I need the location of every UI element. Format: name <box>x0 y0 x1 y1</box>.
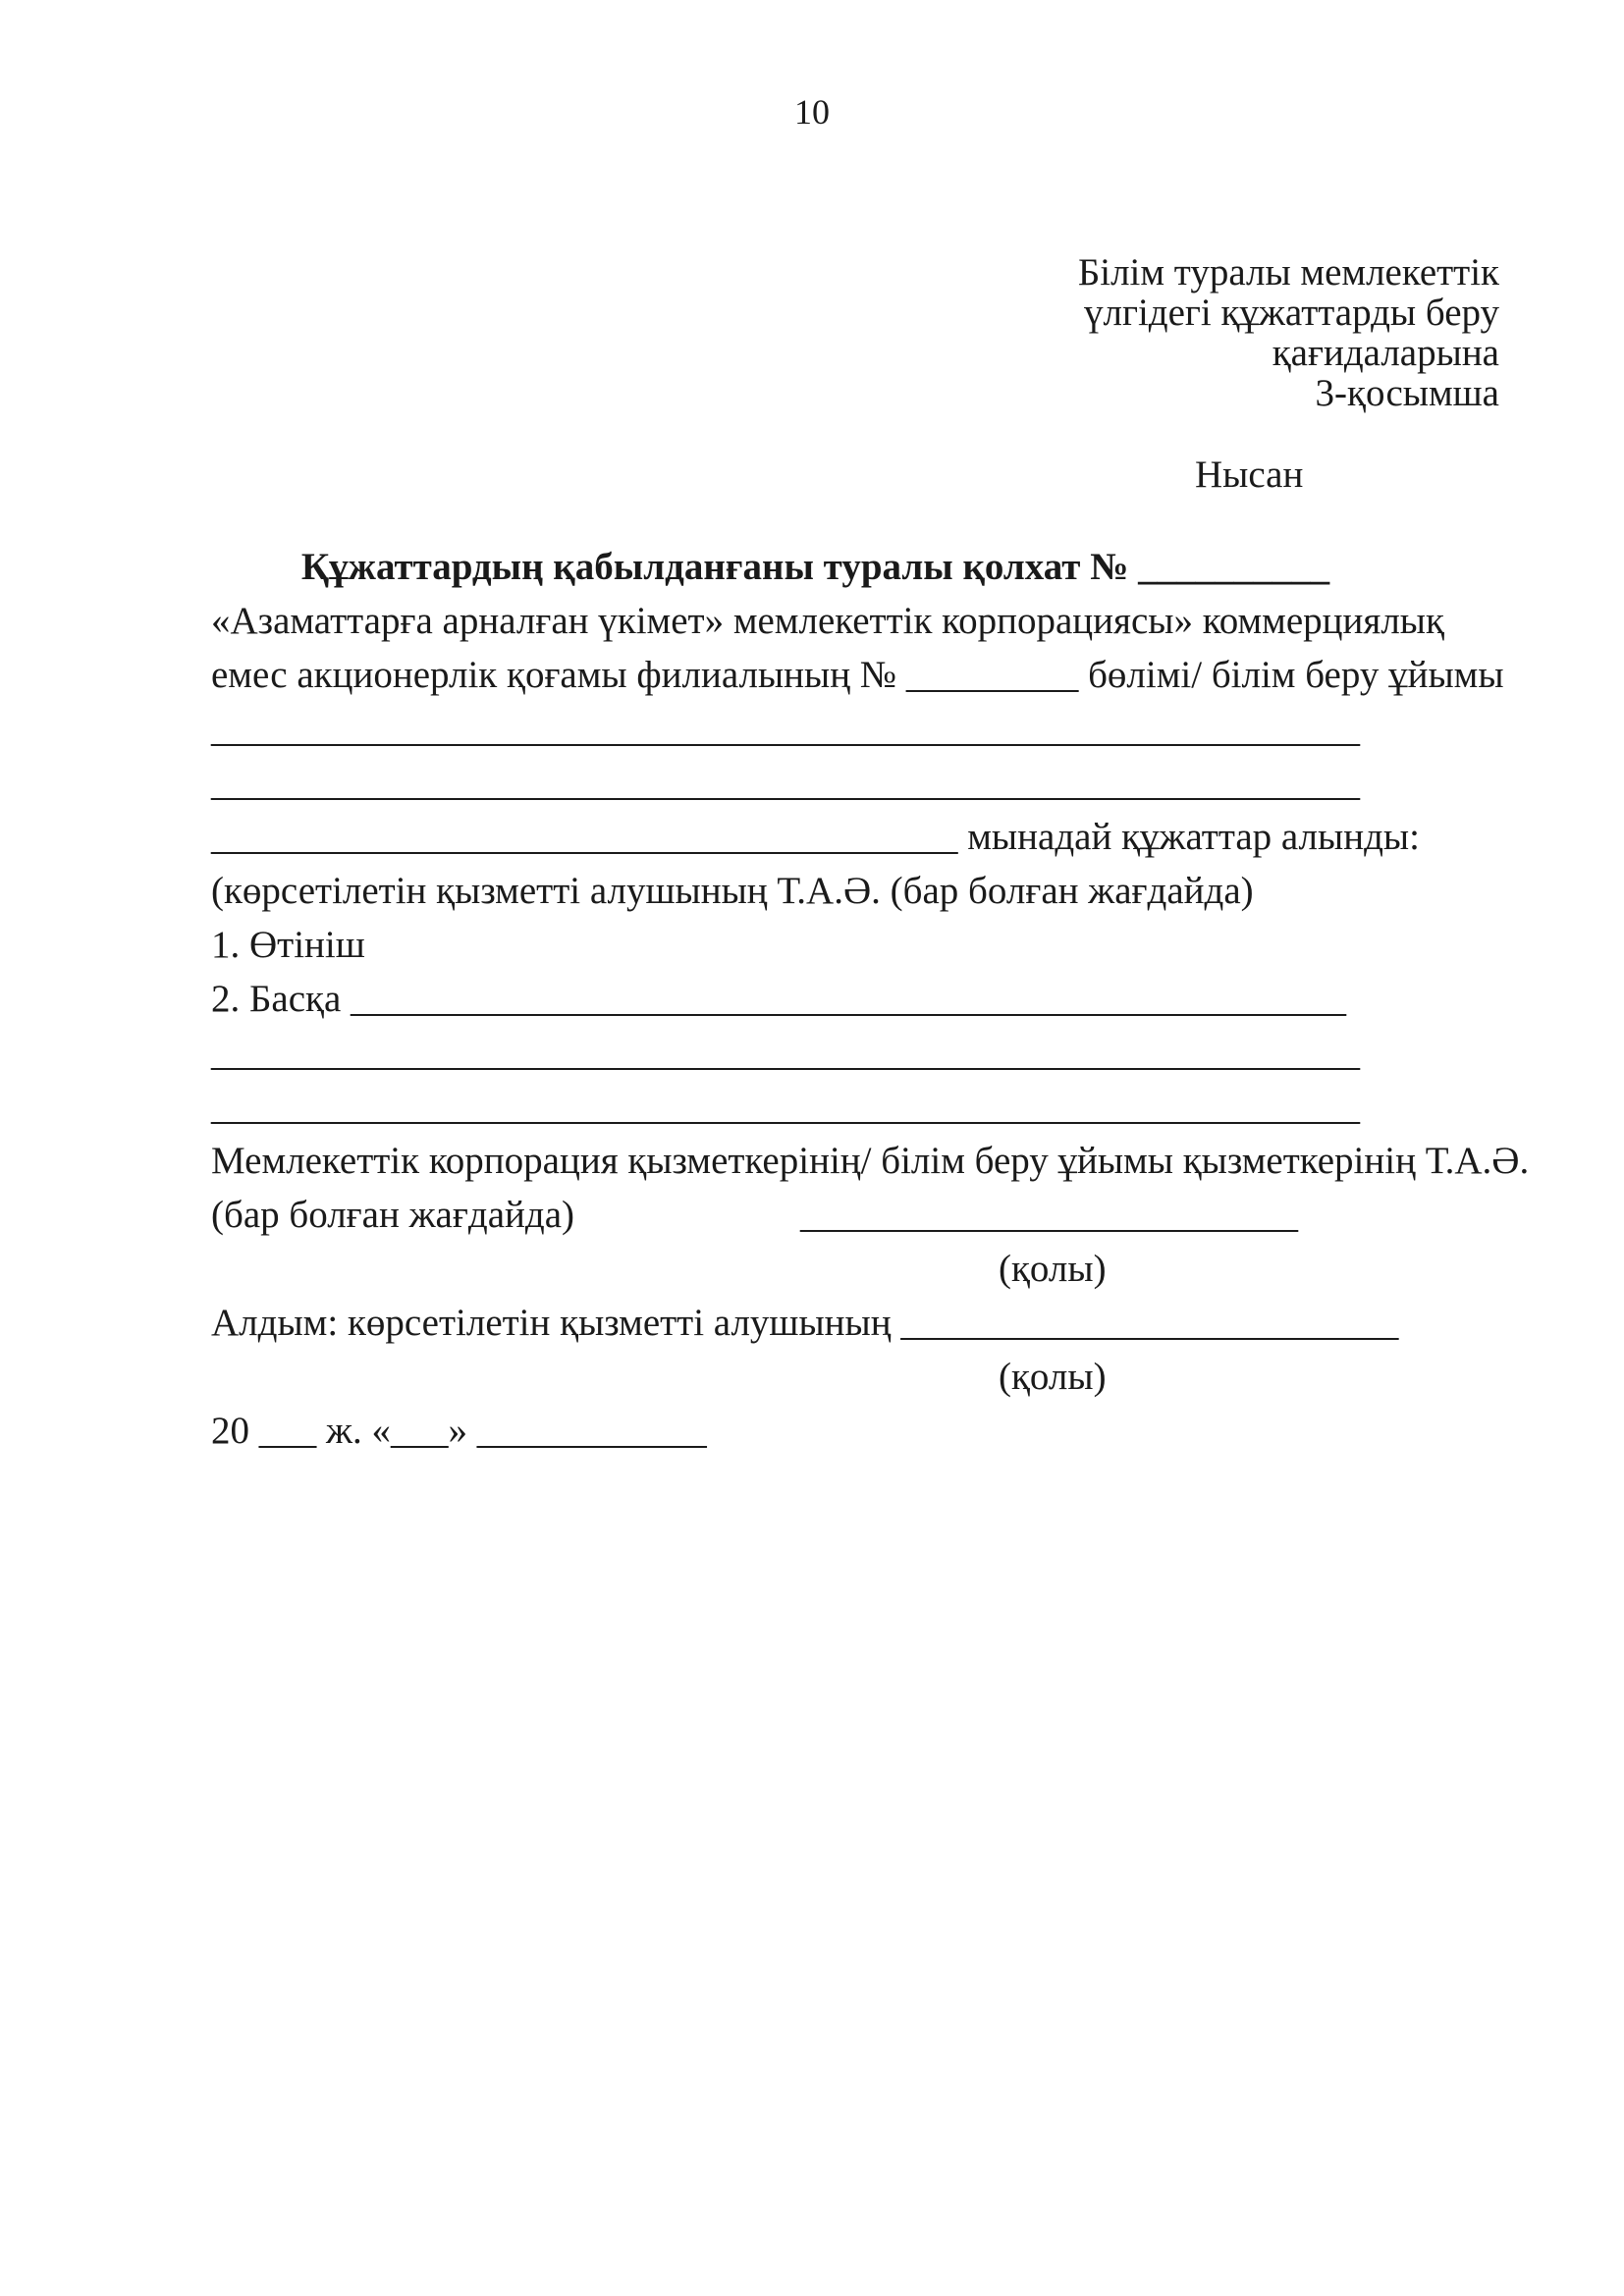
receipt-title: Құжаттардың қабылданғаны туралы қолхат № __________ <box>300 546 1330 588</box>
org-name-line-1: «Азаматтарға арналған үкімет» мемлекеттік корпорациясы» коммерциялық <box>211 600 1444 642</box>
org-name-line-2: емес акционерлік қоғамы филиалының № _________ бөлімі/ білім беру ұйымы <box>211 654 1504 696</box>
appendix-line: үлгідегі құжаттарды беру <box>1083 292 1499 334</box>
docs-received-line: _______________________________________ мынадай құжаттар алынды: <box>211 816 1420 858</box>
blank-line: ____________________________________________________________ <box>211 1086 1360 1128</box>
signature-caption-line <box>211 1242 1366 1296</box>
recipient-line: Алдым: көрсетілетін қызметті алушының __________________________ <box>211 1302 1399 1344</box>
document-item-2: 2. Басқа ____________________________________________________ <box>211 978 1347 1020</box>
receipt-body <box>211 540 1530 1458</box>
blank-line: ____________________________________________________________ <box>211 1032 1360 1074</box>
form-type-label: Нысан <box>1195 454 1304 496</box>
blank-line: ____________________________________________________________ <box>211 762 1360 804</box>
appendix-line: Білім туралы мемлекеттік <box>1077 251 1499 294</box>
appendix-line: қағидаларына <box>1272 332 1499 374</box>
signature-caption-line <box>211 1350 1366 1404</box>
blank-line: ____________________________________________________________ <box>211 708 1360 750</box>
employee-note-line <box>211 1188 1366 1242</box>
employee-signature-blank: __________________________ <box>800 1194 1298 1236</box>
signature-caption: (қолы) <box>999 1248 1107 1290</box>
signature-caption: (қолы) <box>999 1356 1107 1398</box>
employee-fio-note: (бар болған жағдайда) <box>211 1194 575 1236</box>
appendix-line: 3-қосымша <box>1315 372 1499 414</box>
date-line: 20 ___ ж. «___» ____________ <box>211 1410 707 1452</box>
document-item-1: 1. Өтініш <box>211 924 365 966</box>
appendix-reference-block <box>1078 252 1499 413</box>
employee-fio-line: Мемлекеттік корпорация қызметкерінің/ білім беру ұйымы қызметкерінің Т.А.Ә. <box>211 1140 1530 1182</box>
page-number: 10 <box>794 92 830 132</box>
applicant-fio-note: (көрсетілетін қызметті алушының Т.А.Ә. (бар болған жағдайда) <box>211 870 1254 912</box>
